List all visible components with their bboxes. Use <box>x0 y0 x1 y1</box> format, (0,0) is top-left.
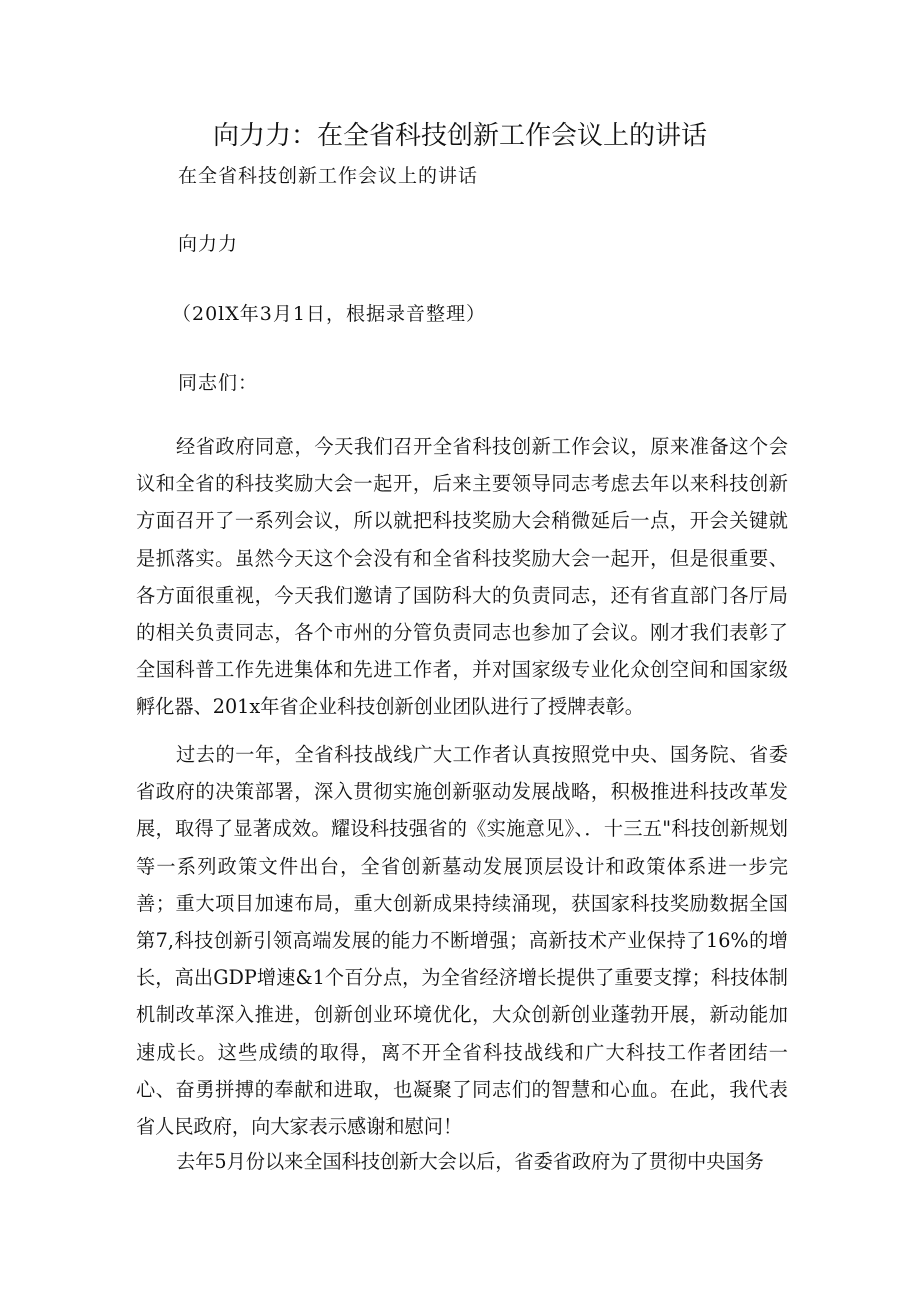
paragraph-1: 经省政府同意，今天我们召开全省科技创新工作会议，原来准备这个会议和全省的科技奖励大会一起开，后来主要领导同志考虑去年以来科技创新方面召开了一系列会议，所以就把科技奖励大会稍微延后一点，开会关键就是抓落实。虽然今天这个会没有和全省科技奖励大会一起开，但是很重要、各方面很重视，今天我们邀请了国防科大的负责同志，还有省直部门各厅局的相关负责同志，各个市州的分管负责同志也参加了会议。刚才我们表彰了全国科普工作先进集体和先进工作者，并对国家级专业化众创空间和国家级孵化器、201x年省企业科技创新创业团队进行了授牌表彰。 <box>136 435 788 719</box>
paragraph-3: 去年5月份以来全国科技创新大会以后，省委省政府为了贯彻中央国务 <box>176 1150 764 1173</box>
document-subtitle: 在全省科技创新工作会议上的讲话 <box>178 165 479 187</box>
date-note: （20lX年3月1日，根据录音整理） <box>172 303 486 325</box>
document-title: 向力力：在全省科技创新工作会议上的讲话 <box>212 121 707 151</box>
author-name: 向力力 <box>178 233 239 255</box>
paragraph-2: 过去的一年，全省科技战线广大工作者认真按照党中央、国务院、省委省政府的决策部署，深入贯彻实施创新驱动发展战略，积极推进科技改革发展，取得了显著成效。耀设科技强省的《实施意见》、．十三五"科技创新规划等一系列政策文件出台，全省创新墓动发展顶层设计和政策体系进一步完善；重大项目加速布局，重大创新成果持续涌现，获国家科技奖励数据全国第7,科技创新引领高端发展的能力不断增强；高新技术产业保持了16%的增长，高出GDP增速&1个百分点，为全省经济增长提供了重要支撑；科技体制机制改革深入推进，创新创业环境优化，大众创新创业蓬勃开展，新动能加速成长。这些成绩的取得，离不开全省科技战线和广大科技工作者团结一心、奋勇拼搏的奉献和进取，也凝聚了同志们的智慧和心血。在此，我代表省人民政府，向大家表示感谢和慰问！ <box>136 743 788 1139</box>
salutation: 同志们： <box>178 372 259 394</box>
